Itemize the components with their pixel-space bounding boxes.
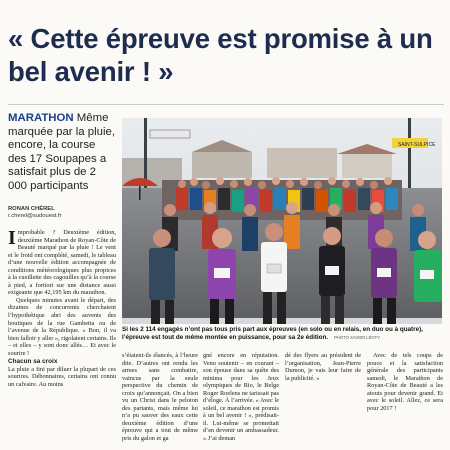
byline-email: r.cherel@sudouest.fr <box>8 213 62 219</box>
article-column-1 <box>8 229 116 441</box>
subheading: Chacun sa croix <box>8 358 58 366</box>
lede <box>8 112 116 194</box>
article-column-3 <box>203 352 279 444</box>
article-column-2 <box>122 352 198 444</box>
street-sign-text: SAINT-SULPICE <box>398 142 436 148</box>
col2-text: s’étaient-ils élancés, à l’heure dite. D’autres ont rendu les armes sans combattre, vaincus par la seule perspective du chemin de croix qu’annonçait. On a bien vu un Christ dans le peloton des partants, mais même lui n’a pu sauver des eaux cette deuxième édition d’une épreuve qui a tout de même pris du galon et ga <box>122 352 198 443</box>
paragraph-1: mprobable ? Deuxième édition, deuxième Marathon de Royan-Côte de Beauté marqué par la pluie ! Le vent et le froid ont complété, samedi, le tableau d’une nouvelle édition accompagnée de conditions météorologiques plus propices à la cueillette des cagouilles qu’à la course à pied, a fortiori sur une distance aussi exigeante que 42,195 km du marathon. <box>8 229 116 297</box>
photo-caption <box>122 326 442 341</box>
photo-credit: PHOTO XAVIER LÉOTY <box>334 334 381 340</box>
col5-text: Avec de tels coups de pouce et la satisfaction générale des participants samedi, le Marathon de Royan-Côte de Beauté a les atouts pour devenir grand. Et avec le soleil. Allez, ce sera pour 2017 ! <box>367 352 443 412</box>
drop-cap: I <box>8 229 16 249</box>
lede-keyword: MARATHON <box>8 112 74 124</box>
lede-text: Même marquée par la pluie, encore, la course des 17 Soupapes a satisfait plus de 2 000 participants <box>8 112 116 192</box>
paragraph-3: La pluie a fini par diluer la plupart de ces sourires. Débonnaires, certains ont connu un calvaire. Au moins <box>8 365 116 388</box>
separator <box>8 104 444 105</box>
headline: « Cette épreuve est promise à un bel avenir ! » <box>8 23 433 87</box>
caption-text: Si les 2 114 engagés n’ont pas tous pris part aux épreuves (en solo ou en relais, en duo ou à quatre), l’épreuve est tout de même montée en puissance, pour sa 2e édition. <box>122 326 423 341</box>
race-photo <box>122 118 442 324</box>
paragraph-2: Quelques minutes avant le départ, des dizaines de concurrents cherchaient l’hypothétique abri des auvents des boutiques de la rue Gambetta ou de l’avenue de la République. « Bon, il va bien falloir y aller », rigolaient certains. Ils – et elles – y sont donc allés… Et avec le sourire ! <box>8 296 116 357</box>
col3-text: gné encore en réputation. Venu soutenir – en courant – son épouse dans sa quête des minima pour les Jeux olympiques de Rio, le Belge Roger Roelens ne tarissait pas d’éloge. À l’arrivée. « Avec le soleil, ce marathon est promis à un bel avenir ! », prédisait-il. Lui-même se promettait d’en devenir un ambassadeur. « J’ai deman <box>203 352 279 443</box>
article-column-4 <box>285 352 361 444</box>
article-column-5 <box>367 352 443 444</box>
byline-name: RONAN CHÉREL <box>8 206 55 212</box>
byline <box>8 206 118 220</box>
col4-text: dé des flyers au président de l’organisation, Jean-Pierre Dumon, je vais leur faire de la publicité. » <box>285 352 361 382</box>
